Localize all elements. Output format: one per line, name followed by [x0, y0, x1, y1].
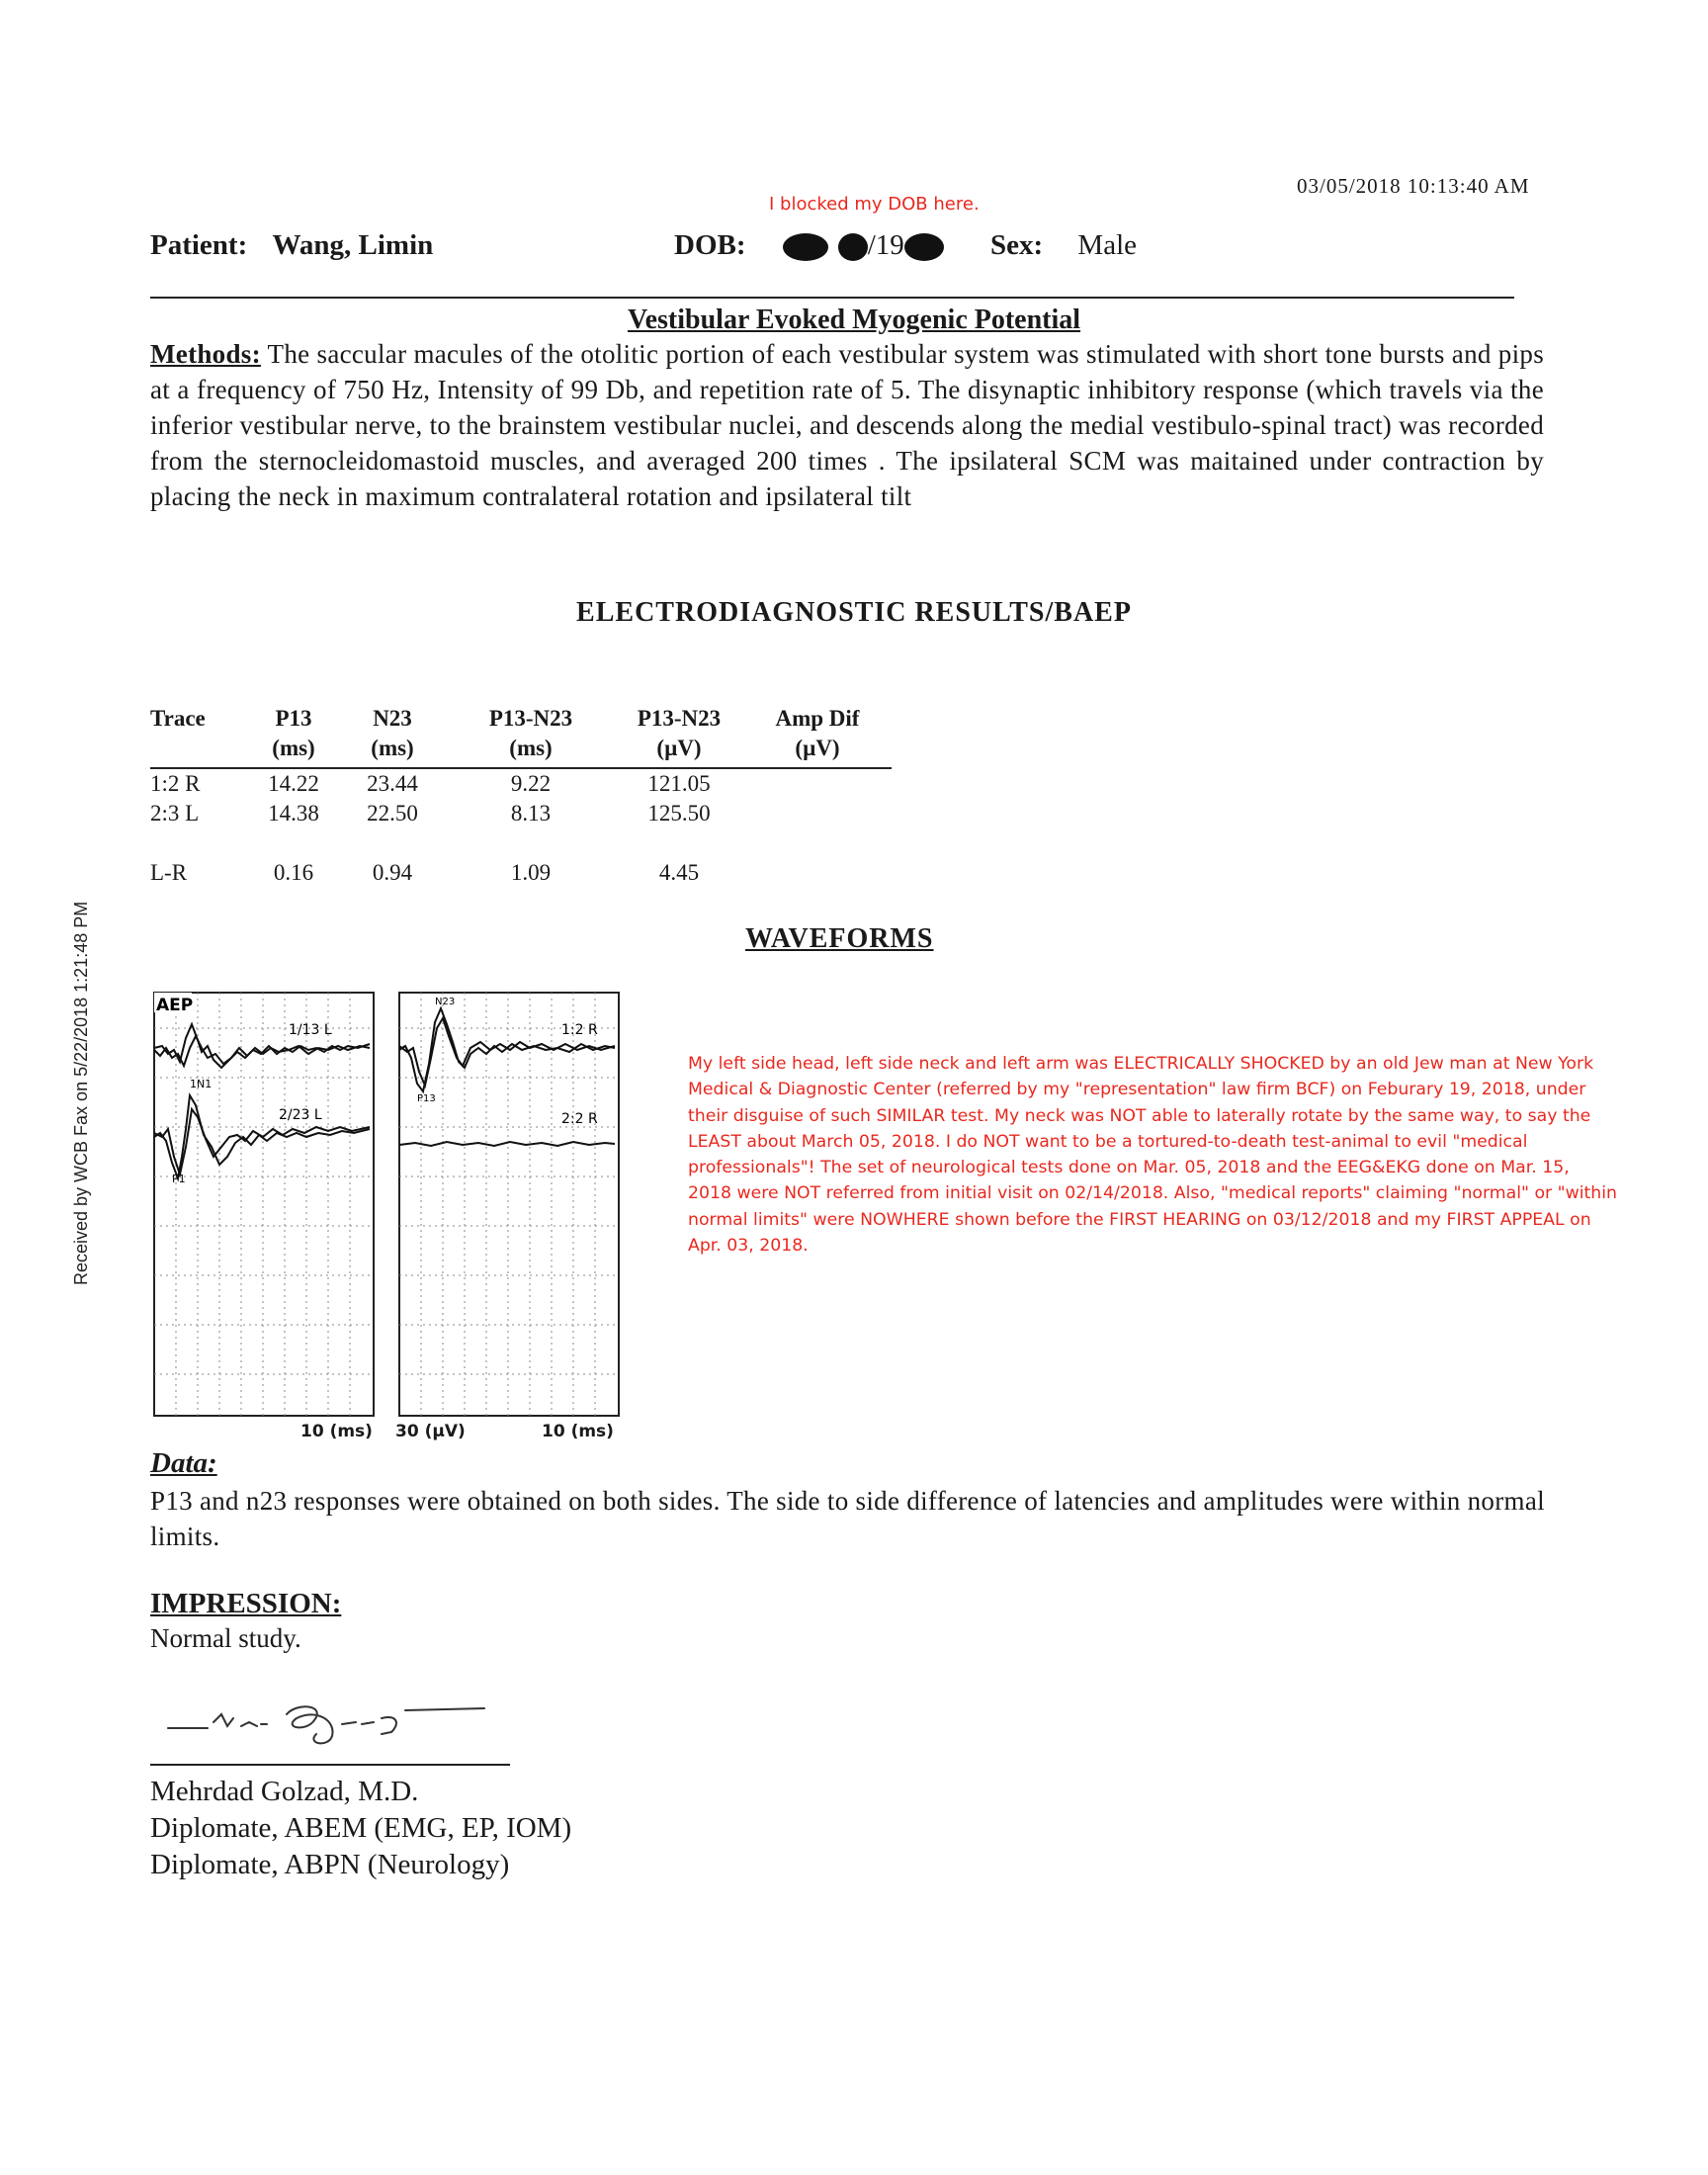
- dob-label: DOB:: [674, 229, 746, 261]
- header-rule: [150, 297, 1514, 299]
- table-header: Trace: [150, 706, 206, 731]
- red-annotation: My left side head, left side neck and left arm was ELECTRICALLY SHOCKED by an old Jew man at New York Medical & Diagnostic Center (referred by my "representation" law firm BCF) on Feburary 19, 2018, under their disguise of such SIMILAR test. My neck was NOT able to laterally rotate by the same way, to say the LEAST about March 05, 2018. I do NOT want to be a tortured-to-death test-animal to evil "medical professionals"! The set of neurological tests done on Mar. 05, 2018 and the EEG&EKG done on Mar. 15, 2018 were NOT referred from initial visit on 02/14/2018. Also, "medical reports" claiming "normal" or "within normal limits" were NOWHERE shown before the FIRST HEARING on 03/12/2018 and my FIRST APPEAL on Apr. 03, 2018.: [688, 1054, 1618, 1257]
- table-cell: L-R: [150, 860, 188, 885]
- table-header-unit: (ms): [509, 736, 553, 760]
- patient-label-group: [150, 229, 433, 262]
- table-rule: [150, 767, 892, 769]
- trace-line-flat: [399, 1142, 615, 1146]
- table-cell: 8.13: [510, 801, 552, 826]
- sex-label: Sex:: [990, 229, 1044, 261]
- trace-label: 2/23 L: [279, 1107, 322, 1123]
- results-table: [150, 706, 892, 890]
- table-cell: 22.50: [367, 801, 418, 826]
- table-cell: 1.09: [510, 860, 552, 885]
- dob-redacted: [783, 229, 944, 261]
- table-cell: 0.16: [273, 860, 314, 885]
- panel-title-aep: AEP: [156, 996, 194, 1015]
- peak-label: 1N1: [190, 1078, 213, 1090]
- table-cell: 2:3 L: [150, 801, 200, 826]
- table-header: P13-N23: [637, 706, 722, 731]
- redaction-blot: [783, 233, 828, 261]
- waveforms-heading: WAVEFORMS: [745, 923, 934, 954]
- dob-note: I blocked my DOB here.: [769, 194, 980, 215]
- sex-value: Male: [1077, 229, 1138, 261]
- table-header-row: [150, 706, 892, 736]
- methods-label: Methods:: [150, 339, 261, 369]
- table-cell: 23.44: [367, 771, 418, 796]
- signer-credential-1: Diplomate, ABEM (EMG, EP, IOM): [150, 1812, 572, 1844]
- axis-label-time: 10 (ms): [300, 1422, 373, 1441]
- results-heading: ELECTRODIAGNOSTIC RESULTS/BAEP: [576, 597, 1132, 628]
- table-header-unit: (ms): [272, 736, 315, 760]
- table-header: P13: [275, 706, 312, 731]
- trace-label: 2:2 R: [561, 1111, 598, 1127]
- dob-group: [674, 229, 944, 262]
- table-header-unit: (µV): [656, 736, 702, 760]
- report-timestamp: 03/05/2018 10:13:40 AM: [1297, 174, 1530, 198]
- trace-label: 1:2 R: [561, 1022, 598, 1038]
- signer-block: [150, 1774, 571, 1883]
- signature: [158, 1675, 494, 1758]
- table-row: [150, 801, 892, 830]
- signature-scribble: [158, 1675, 494, 1754]
- trace-label: 1/13 L: [289, 1022, 332, 1038]
- table-header-units-row: [150, 736, 892, 765]
- table-cell: 1:2 R: [150, 771, 201, 796]
- table-cell: 14.38: [268, 801, 319, 826]
- patient-label: Patient:: [150, 229, 248, 261]
- signature-rule: [150, 1764, 510, 1766]
- waveform-panel-right: [395, 989, 623, 1441]
- table-cell: 125.50: [647, 801, 711, 826]
- axis-label-amplitude: 30 (µV): [395, 1422, 466, 1441]
- table-row: [150, 771, 892, 801]
- fax-stamp-text: Received by WCB Fax on 5/22/2018 1:21:48 PM: [71, 901, 91, 1285]
- table-header: Amp Dif: [775, 706, 860, 731]
- impression-label: IMPRESSION:: [150, 1588, 342, 1619]
- data-label: Data:: [150, 1447, 217, 1479]
- peak-label: P1: [172, 1173, 186, 1185]
- waveform-right-svg: [395, 989, 623, 1424]
- peak-label: P13: [417, 1093, 436, 1104]
- table-header-unit: (µV): [795, 736, 840, 760]
- sex-group: [990, 229, 1137, 262]
- redaction-blot: [904, 233, 944, 261]
- redaction-blot: [838, 233, 868, 261]
- table-cell: 14.22: [268, 771, 319, 796]
- waveform-panel-left: [150, 989, 378, 1441]
- waveform-left-svg: [150, 989, 378, 1424]
- table-cell: 0.94: [372, 860, 413, 885]
- axis-label-time-right: 10 (ms): [542, 1422, 614, 1441]
- table-cell: 4.45: [658, 860, 700, 885]
- dob-visible: /19: [867, 229, 904, 261]
- report-title: Vestibular Evoked Myogenic Potential: [627, 304, 1081, 335]
- table-row: [150, 860, 892, 890]
- table-header-unit: (ms): [371, 736, 414, 760]
- methods-text: The saccular macules of the otolitic portion of each vestibular system was stimulated with short tone bursts and pips at a frequency of 750 Hz, Intensity of 99 Db, and repetition rate of 5. The disynaptic inhibitory response (which travels via the inferior vestibular nerve, to the brainstem vestibular nuclei, and descends along the medial vestibulo-spinal tract) was recorded from the sternocleidomastoid muscles, and averaged 200 times . The ipsilateral SCM was maitained under contraction by placing the neck in maximum contralateral rotation and ipsilateral tilt: [150, 339, 1545, 511]
- table-header: N23: [373, 706, 412, 731]
- trace-line-top-b: [154, 1036, 370, 1066]
- table-cell: 9.22: [510, 771, 552, 796]
- signer-name: Mehrdad Golzad, M.D.: [150, 1776, 419, 1807]
- table-cell: 121.05: [647, 771, 711, 796]
- impression-text: Normal study.: [150, 1623, 301, 1653]
- patient-name: Wang, Limin: [272, 229, 434, 261]
- data-text: P13 and n23 responses were obtained on both sides. The side to side difference of latencies and amplitudes were within normal limits.: [150, 1486, 1545, 1551]
- signer-credential-2: Diplomate, ABPN (Neurology): [150, 1849, 510, 1880]
- methods-paragraph: [150, 336, 1544, 514]
- peak-label: N23: [435, 997, 456, 1007]
- table-header: P13-N23: [488, 706, 573, 731]
